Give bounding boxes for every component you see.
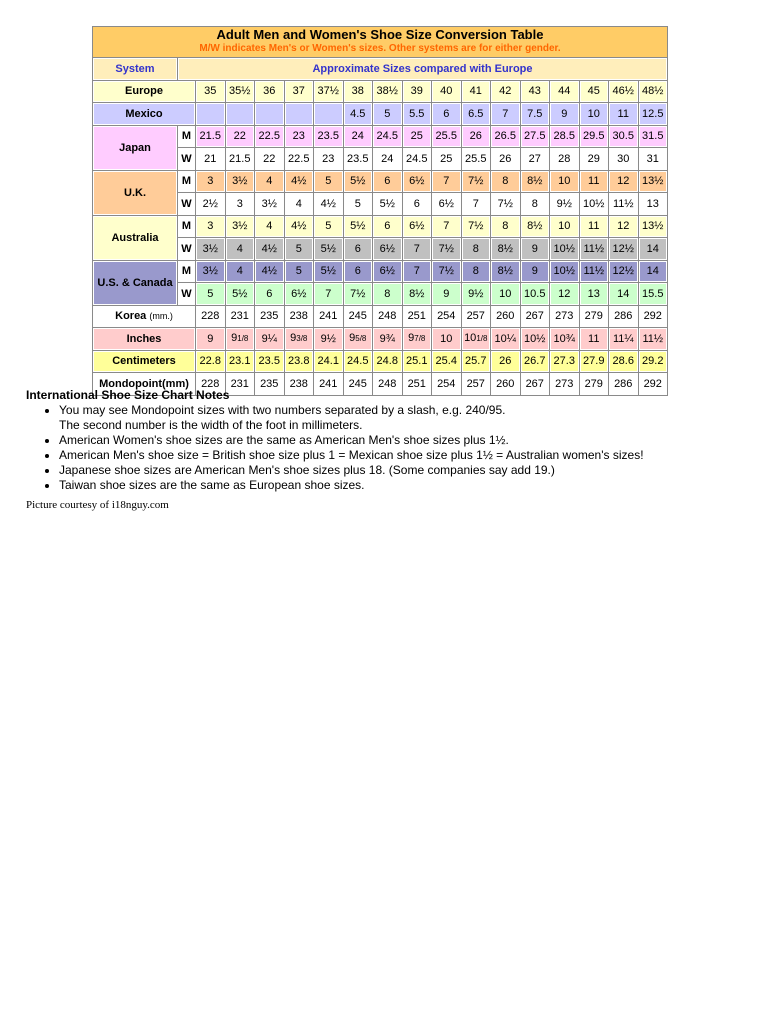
size-cell: 24.5 xyxy=(403,148,432,170)
size-cell: 25.4 xyxy=(432,351,461,373)
row-label-unit: (mm.) xyxy=(149,311,173,322)
size-cell: 7 xyxy=(491,103,520,125)
size-cell: 231 xyxy=(226,373,255,395)
size-cell: 5 xyxy=(285,261,314,283)
size-cell: 27 xyxy=(521,148,550,170)
size-cell: 43 xyxy=(521,81,550,103)
size-cell: 23.5 xyxy=(344,148,373,170)
size-cell: 22.5 xyxy=(255,126,284,148)
size-cell: 29.5 xyxy=(580,126,609,148)
size-cell: 5½ xyxy=(314,238,343,260)
size-cell: 30.5 xyxy=(609,126,638,148)
size-cell: 5½ xyxy=(344,171,373,193)
size-cell: 13 xyxy=(580,283,609,305)
size-cell: 10 xyxy=(580,103,609,125)
size-cell: 12.5 xyxy=(639,103,668,125)
size-cell: 4 xyxy=(226,238,255,260)
size-cell: 10.5 xyxy=(521,283,550,305)
note-item xyxy=(59,463,726,478)
size-cell: 7 xyxy=(403,238,432,260)
row-centimeters xyxy=(93,351,667,373)
size-cell xyxy=(196,103,225,125)
row-group-label: U.S. & Canada xyxy=(93,261,177,305)
size-cell: 44 xyxy=(550,81,579,103)
size-cell: 254 xyxy=(432,306,461,328)
size-cell: 235 xyxy=(255,306,284,328)
size-cell: 23.5 xyxy=(314,126,343,148)
size-cell: 3½ xyxy=(255,193,284,215)
size-cell: 6 xyxy=(432,103,461,125)
note-item xyxy=(59,403,726,433)
size-cell: 6½ xyxy=(373,261,402,283)
size-cell: 7½ xyxy=(432,238,461,260)
size-cell: 93/8 xyxy=(285,328,314,350)
size-cell: 3½ xyxy=(226,171,255,193)
row-europe xyxy=(93,81,667,103)
row-label-text: Mondopoint(mm) xyxy=(99,377,189,390)
size-cell: 5½ xyxy=(226,283,255,305)
size-cell: 38½ xyxy=(373,81,402,103)
size-cell: 8½ xyxy=(491,238,520,260)
size-cell: 26 xyxy=(491,351,520,373)
size-cell: 9½ xyxy=(550,193,579,215)
row-inches xyxy=(93,328,667,350)
size-cell: 6.5 xyxy=(462,103,491,125)
size-cell: 9 xyxy=(432,283,461,305)
row-label-text: Centimeters xyxy=(112,355,176,368)
row-australia-m xyxy=(93,216,667,238)
note-text: American Women's shoe sizes are the same as American Men's shoe sizes plus 1½. xyxy=(59,433,509,447)
size-cell: 25.7 xyxy=(462,351,491,373)
gender-label: M xyxy=(178,261,195,283)
size-cell: 257 xyxy=(462,306,491,328)
size-cell: 279 xyxy=(580,373,609,395)
size-cell: 5 xyxy=(314,171,343,193)
size-cell: 25.5 xyxy=(462,148,491,170)
table-title-cell xyxy=(93,27,667,57)
size-cell: 25 xyxy=(403,126,432,148)
size-cell: 25.1 xyxy=(403,351,432,373)
size-cell: 7½ xyxy=(344,283,373,305)
size-cell: 21.5 xyxy=(196,126,225,148)
size-cell: 4 xyxy=(255,216,284,238)
size-cell: 3 xyxy=(226,193,255,215)
size-cell: 36 xyxy=(255,81,284,103)
size-cell: 7½ xyxy=(491,193,520,215)
size-cell: 245 xyxy=(344,306,373,328)
size-cell: 27.3 xyxy=(550,351,579,373)
size-cell: 5 xyxy=(285,238,314,260)
size-cell: 5 xyxy=(196,283,225,305)
size-cell: 8½ xyxy=(521,216,550,238)
approx-sizes-header: Approximate Sizes compared with Europe xyxy=(178,58,667,80)
size-cell: 21 xyxy=(196,148,225,170)
size-cell: 7 xyxy=(403,261,432,283)
size-cell: 3½ xyxy=(196,238,225,260)
system-header: System xyxy=(93,58,177,80)
size-cell: 286 xyxy=(609,306,638,328)
size-cell: 35½ xyxy=(226,81,255,103)
size-cell: 11 xyxy=(580,216,609,238)
size-cell: 273 xyxy=(550,306,579,328)
note-text: Taiwan shoe sizes are the same as European shoe sizes. xyxy=(59,478,365,492)
size-cell: 31 xyxy=(639,148,668,170)
size-cell: 9 xyxy=(521,261,550,283)
size-cell: 10½ xyxy=(550,261,579,283)
size-cell: 10½ xyxy=(550,238,579,260)
size-cell: 228 xyxy=(196,306,225,328)
size-cell: 35 xyxy=(196,81,225,103)
row-japan-w xyxy=(93,148,667,170)
size-cell: 12½ xyxy=(609,238,638,260)
size-cell: 10¾ xyxy=(550,328,579,350)
size-cell: 6 xyxy=(403,193,432,215)
size-cell: 23 xyxy=(314,148,343,170)
size-cell: 46½ xyxy=(609,81,638,103)
size-cell: 11½ xyxy=(639,328,668,350)
size-cell: 10½ xyxy=(521,328,550,350)
size-cell: 260 xyxy=(491,373,520,395)
size-cell: 29 xyxy=(580,148,609,170)
size-cell: 29.2 xyxy=(639,351,668,373)
shoe-size-chart xyxy=(92,26,668,396)
size-cell: 9½ xyxy=(462,283,491,305)
size-cell: 28.6 xyxy=(609,351,638,373)
gender-label: W xyxy=(178,148,195,170)
size-cell: 26 xyxy=(491,148,520,170)
row-korea xyxy=(93,306,667,328)
size-cell: 25.5 xyxy=(432,126,461,148)
size-cell: 273 xyxy=(550,373,579,395)
size-cell: 245 xyxy=(344,373,373,395)
size-cell: 238 xyxy=(285,373,314,395)
gender-label: W xyxy=(178,283,195,305)
size-cell: 11½ xyxy=(609,193,638,215)
notes-heading: International Shoe Size Chart Notes xyxy=(26,388,230,402)
size-cell: 24.5 xyxy=(373,126,402,148)
size-cell: 7½ xyxy=(462,171,491,193)
note-item xyxy=(59,478,726,493)
size-cell: 260 xyxy=(491,306,520,328)
size-cell: 42 xyxy=(491,81,520,103)
size-cell: 22.8 xyxy=(196,351,225,373)
size-cell: 6½ xyxy=(373,238,402,260)
size-cell: 23 xyxy=(285,126,314,148)
size-cell: 6½ xyxy=(432,193,461,215)
size-cell: 10 xyxy=(491,283,520,305)
row-uk-m xyxy=(93,171,667,193)
size-cell: 95/8 xyxy=(344,328,373,350)
size-cell: 26.7 xyxy=(521,351,550,373)
size-cell: 14 xyxy=(639,238,668,260)
size-cell: 11½ xyxy=(580,238,609,260)
size-cell: 11 xyxy=(580,328,609,350)
size-cell: 4½ xyxy=(285,216,314,238)
note-item xyxy=(59,433,726,448)
size-cell: 3 xyxy=(196,171,225,193)
size-cell: 10 xyxy=(550,171,579,193)
note-item xyxy=(59,448,726,463)
row-japan-m xyxy=(93,126,667,148)
size-cell: 10 xyxy=(432,328,461,350)
row-group-label: U.K. xyxy=(93,171,177,215)
size-cell: 11½ xyxy=(580,261,609,283)
conversion-table xyxy=(92,26,668,396)
size-cell: 27.5 xyxy=(521,126,550,148)
size-cell: 8 xyxy=(462,238,491,260)
size-cell: 4 xyxy=(285,193,314,215)
size-cell: 10¼ xyxy=(491,328,520,350)
size-cell: 7 xyxy=(462,193,491,215)
size-cell: 238 xyxy=(285,306,314,328)
size-cell xyxy=(255,103,284,125)
size-cell: 12 xyxy=(609,171,638,193)
size-cell: 6 xyxy=(255,283,284,305)
size-cell: 26 xyxy=(462,126,491,148)
note-text: American Men's shoe size = British shoe size plus 1 = Mexican shoe size plus 1½ = Australian women's sizes! xyxy=(59,448,644,462)
size-cell: 9 xyxy=(521,238,550,260)
size-cell: 6 xyxy=(344,261,373,283)
size-cell: 3½ xyxy=(226,216,255,238)
row-us-w xyxy=(93,283,667,305)
size-cell: 231 xyxy=(226,306,255,328)
size-cell: 28 xyxy=(550,148,579,170)
size-cell: 39 xyxy=(403,81,432,103)
row-label xyxy=(93,328,195,350)
size-cell: 228 xyxy=(196,373,225,395)
size-cell: 8 xyxy=(521,193,550,215)
size-cell: 10½ xyxy=(580,193,609,215)
size-cell: 241 xyxy=(314,373,343,395)
gender-label: W xyxy=(178,193,195,215)
size-cell: 22.5 xyxy=(285,148,314,170)
size-cell: 6 xyxy=(373,171,402,193)
size-cell: 26.5 xyxy=(491,126,520,148)
gender-label: M xyxy=(178,171,195,193)
row-label xyxy=(93,306,195,328)
size-cell: 13½ xyxy=(639,216,668,238)
size-cell: 11 xyxy=(609,103,638,125)
size-cell: 41 xyxy=(462,81,491,103)
gender-label: M xyxy=(178,216,195,238)
size-cell: 13½ xyxy=(639,171,668,193)
row-label-text: Europe xyxy=(125,85,163,98)
size-cell: 23.5 xyxy=(255,351,284,373)
size-cell: 24.5 xyxy=(344,351,373,373)
size-cell: 8½ xyxy=(491,261,520,283)
size-cell: 8 xyxy=(373,283,402,305)
size-cell: 37 xyxy=(285,81,314,103)
size-cell: 22 xyxy=(226,126,255,148)
row-label-text: Korea xyxy=(115,310,147,323)
row-group-label: Japan xyxy=(93,126,177,170)
size-cell: 3 xyxy=(196,216,225,238)
size-cell: 37½ xyxy=(314,81,343,103)
size-cell: 28.5 xyxy=(550,126,579,148)
row-label xyxy=(93,351,195,373)
size-cell: 45 xyxy=(580,81,609,103)
size-cell: 279 xyxy=(580,306,609,328)
size-cell: 257 xyxy=(462,373,491,395)
size-cell: 7 xyxy=(432,216,461,238)
size-cell: 9½ xyxy=(314,328,343,350)
size-cell: 10 xyxy=(550,216,579,238)
size-cell: 8 xyxy=(462,261,491,283)
size-cell: 9¾ xyxy=(373,328,402,350)
size-cell: 4½ xyxy=(255,261,284,283)
size-cell: 251 xyxy=(403,306,432,328)
title-row xyxy=(93,27,667,57)
size-cell: 23.1 xyxy=(226,351,255,373)
size-cell: 25 xyxy=(432,148,461,170)
size-cell: 7½ xyxy=(462,216,491,238)
row-label xyxy=(93,103,195,125)
size-cell: 4.5 xyxy=(344,103,373,125)
size-cell: 8½ xyxy=(521,171,550,193)
size-cell: 5½ xyxy=(344,216,373,238)
size-cell: 7 xyxy=(432,171,461,193)
size-cell: 4 xyxy=(226,261,255,283)
size-cell: 12 xyxy=(550,283,579,305)
size-cell: 21.5 xyxy=(226,148,255,170)
size-cell: 14 xyxy=(639,261,668,283)
size-cell xyxy=(226,103,255,125)
size-cell: 11 xyxy=(580,171,609,193)
size-cell: 248 xyxy=(373,306,402,328)
size-cell: 248 xyxy=(373,373,402,395)
row-label-text: Inches xyxy=(126,332,162,345)
size-cell: 267 xyxy=(521,373,550,395)
size-cell: 4½ xyxy=(285,171,314,193)
size-cell: 11¼ xyxy=(609,328,638,350)
size-cell: 31.5 xyxy=(639,126,668,148)
size-cell: 8 xyxy=(491,171,520,193)
size-cell: 8 xyxy=(491,216,520,238)
size-cell: 12½ xyxy=(609,261,638,283)
row-australia-w xyxy=(93,238,667,260)
size-cell: 254 xyxy=(432,373,461,395)
size-cell: 8½ xyxy=(403,283,432,305)
size-cell: 22 xyxy=(255,148,284,170)
notes-list xyxy=(26,403,726,493)
picture-credit: Picture courtesy of i18nguy.com xyxy=(26,499,169,511)
row-label-text: Mexico xyxy=(125,107,163,120)
size-cell: 48½ xyxy=(639,81,668,103)
notes-section xyxy=(26,388,726,493)
size-cell: 12 xyxy=(609,216,638,238)
size-cell: 267 xyxy=(521,306,550,328)
note-text: Japanese shoe sizes are American Men's shoe sizes plus 18. (Some companies say add 19.) xyxy=(59,463,555,477)
note-continuation: The second number is the width of the foot in millimeters. xyxy=(59,418,363,432)
size-cell: 9 xyxy=(550,103,579,125)
size-cell: 5 xyxy=(344,193,373,215)
size-cell: 23.8 xyxy=(285,351,314,373)
size-cell: 14 xyxy=(609,283,638,305)
size-cell: 40 xyxy=(432,81,461,103)
size-cell: 9¼ xyxy=(255,328,284,350)
table-title: Adult Men and Women's Shoe Size Conversion Table xyxy=(216,27,544,42)
size-cell: 101/8 xyxy=(462,328,491,350)
size-cell: 7 xyxy=(314,283,343,305)
size-cell: 97/8 xyxy=(403,328,432,350)
size-cell: 2½ xyxy=(196,193,225,215)
size-cell: 7½ xyxy=(432,261,461,283)
note-text: You may see Mondopoint sizes with two numbers separated by a slash, e.g. 240/95. xyxy=(59,403,506,417)
size-cell: 6½ xyxy=(285,283,314,305)
size-cell xyxy=(314,103,343,125)
size-cell: 24 xyxy=(344,126,373,148)
size-cell: 5 xyxy=(373,103,402,125)
size-cell: 235 xyxy=(255,373,284,395)
size-cell: 4½ xyxy=(255,238,284,260)
size-cell: 6½ xyxy=(403,171,432,193)
size-cell: 292 xyxy=(639,306,668,328)
size-cell: 4 xyxy=(255,171,284,193)
size-cell xyxy=(285,103,314,125)
size-cell: 15.5 xyxy=(639,283,668,305)
size-cell: 24 xyxy=(373,148,402,170)
gender-label: M xyxy=(178,126,195,148)
size-cell: 5 xyxy=(314,216,343,238)
size-cell: 9 xyxy=(196,328,225,350)
size-cell: 13 xyxy=(639,193,668,215)
header-row xyxy=(93,58,667,80)
size-cell: 27.9 xyxy=(580,351,609,373)
size-cell: 241 xyxy=(314,306,343,328)
table-subtitle: M/W indicates Men's or Women's sizes. Other systems are for either gender. xyxy=(199,43,561,54)
size-cell: 4½ xyxy=(314,193,343,215)
size-cell: 6½ xyxy=(403,216,432,238)
row-label xyxy=(93,81,195,103)
size-cell: 292 xyxy=(639,373,668,395)
size-cell: 286 xyxy=(609,373,638,395)
size-cell: 6 xyxy=(344,238,373,260)
size-cell: 5.5 xyxy=(403,103,432,125)
size-cell: 5½ xyxy=(373,193,402,215)
size-cell: 251 xyxy=(403,373,432,395)
size-cell: 7.5 xyxy=(521,103,550,125)
size-cell: 91/8 xyxy=(226,328,255,350)
size-cell: 24.1 xyxy=(314,351,343,373)
row-uk-w xyxy=(93,193,667,215)
size-cell: 24.8 xyxy=(373,351,402,373)
size-cell: 6 xyxy=(373,216,402,238)
size-cell: 5½ xyxy=(314,261,343,283)
row-us-m xyxy=(93,261,667,283)
row-group-label: Australia xyxy=(93,216,177,260)
gender-label: W xyxy=(178,238,195,260)
size-cell: 30 xyxy=(609,148,638,170)
row-mexico xyxy=(93,103,667,125)
size-cell: 3½ xyxy=(196,261,225,283)
size-cell: 38 xyxy=(344,81,373,103)
